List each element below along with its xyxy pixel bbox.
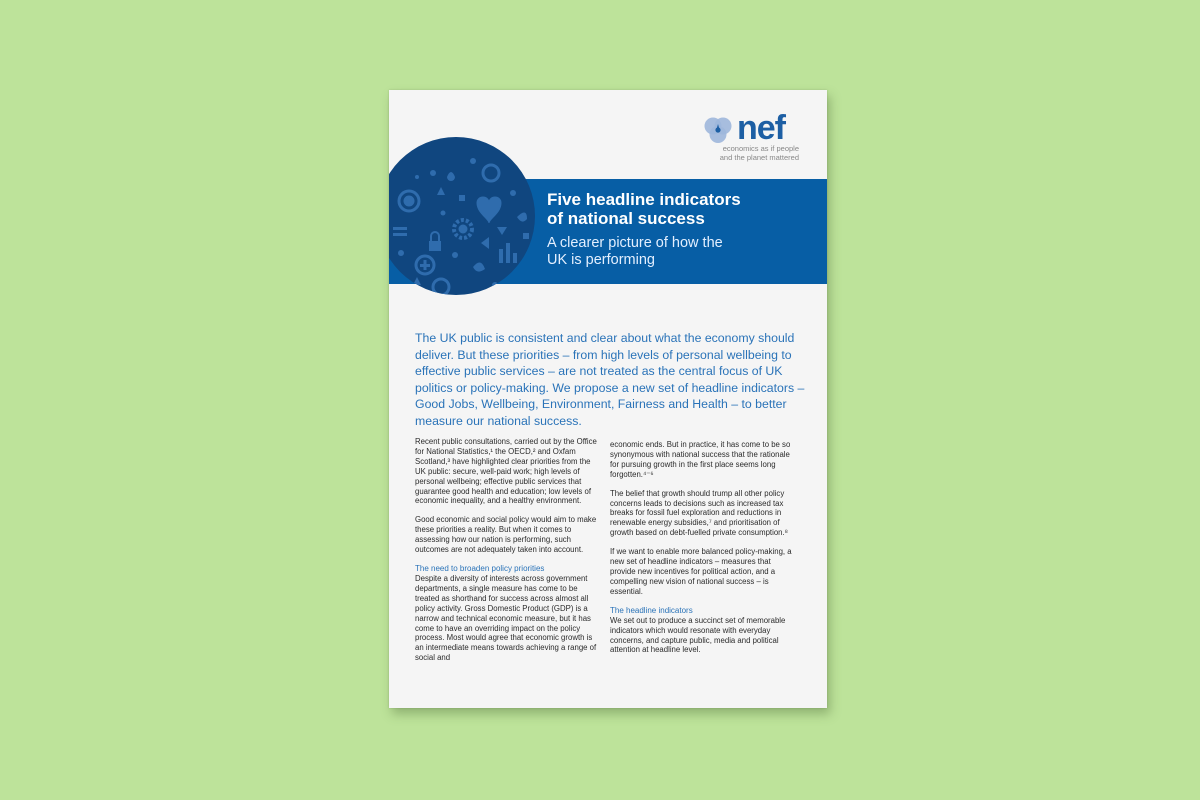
- section-heading-headline-indicators: The headline indicators: [610, 605, 693, 615]
- left-paragraph-1: Recent public consultations, carried out by the Office for National Statistics,¹ the OECD,² and Oxfam Scotland,³ have highlighted clear priorities from the UK public: secure, well-paid work; high levels of personal wellbeing; effective public services that guarantee good health and education; low levels of economic inequality, and a healthy environment.: [415, 437, 597, 506]
- right-paragraph-2: The belief that growth should trump all other policy concerns leads to decisions such as increased tax breaks for fossil fuel exploration and reductions in renewable energy subsidies,⁷ and prioritisation of growth based on debt-fuelled private consumption.⁸: [610, 488, 788, 538]
- right-paragraph-3: If we want to enable more balanced policy-making, a new set of headline indicators – measures that provide new incentives for political action, and a compelling new vision of national success – is essential.: [610, 547, 792, 596]
- document-page: [389, 90, 827, 708]
- subtitle-line-2: UK is performing: [547, 252, 655, 268]
- left-column: [415, 437, 599, 672]
- right-paragraph-4: We set out to produce a succinct set of memorable indicators which would resonate with everyday concerns, and capture public, media and political attention at headline level.: [610, 615, 786, 655]
- nef-logo: [659, 109, 799, 164]
- right-column: [610, 440, 794, 664]
- section-heading-broaden-priorities: The need to broaden policy priorities: [415, 563, 545, 573]
- title-line-1: Five headline indicators: [547, 190, 741, 209]
- logo-wordmark: nef: [737, 109, 785, 147]
- three-circles-icon: [703, 115, 733, 145]
- logo-tagline: [659, 144, 799, 162]
- subtitle-line-1: A clearer picture of how the: [547, 235, 723, 251]
- tagline-line-1: economics as if people: [722, 144, 799, 153]
- title-line-2: of national success: [547, 209, 705, 228]
- icon-collage-circle: [389, 137, 535, 295]
- left-paragraph-2: Good economic and social policy would aim to make these priorities a reality. But when it comes to assessing how our nation is performing, such outcomes are not adequately taken into account.: [415, 515, 597, 555]
- right-paragraph-1: economic ends. But in practice, it has come to be so synonymous with national success that the rationale for pursuing growth in the first place seems long forgotten.⁴⁻⁶: [610, 440, 791, 479]
- document-title: [547, 190, 817, 228]
- tagline-line-2: and the planet mattered: [719, 153, 799, 162]
- left-paragraph-3: Despite a diversity of interests across government departments, a single measure has come to be treated as shorthand for success across almost all policy activity. Gross Domestic Product (GDP) is a narrow and technical economic measure, but it has come to have an overriding impact on the policy process. Most would agree that economic growth is an intermediate means towards achieving a range of social and: [415, 573, 597, 663]
- intro-paragraph: The UK public is consistent and clear about what the economy should deliver. But these priorities – from high levels of personal wellbeing to effective public services – are not treated as the central focus of UK politics or policy-making. We propose a new set of headline indicators – Good Jobs, Wellbeing, Environment, Fairness and Health – to better measure our national success.: [415, 331, 805, 428]
- document-subtitle: [547, 235, 817, 269]
